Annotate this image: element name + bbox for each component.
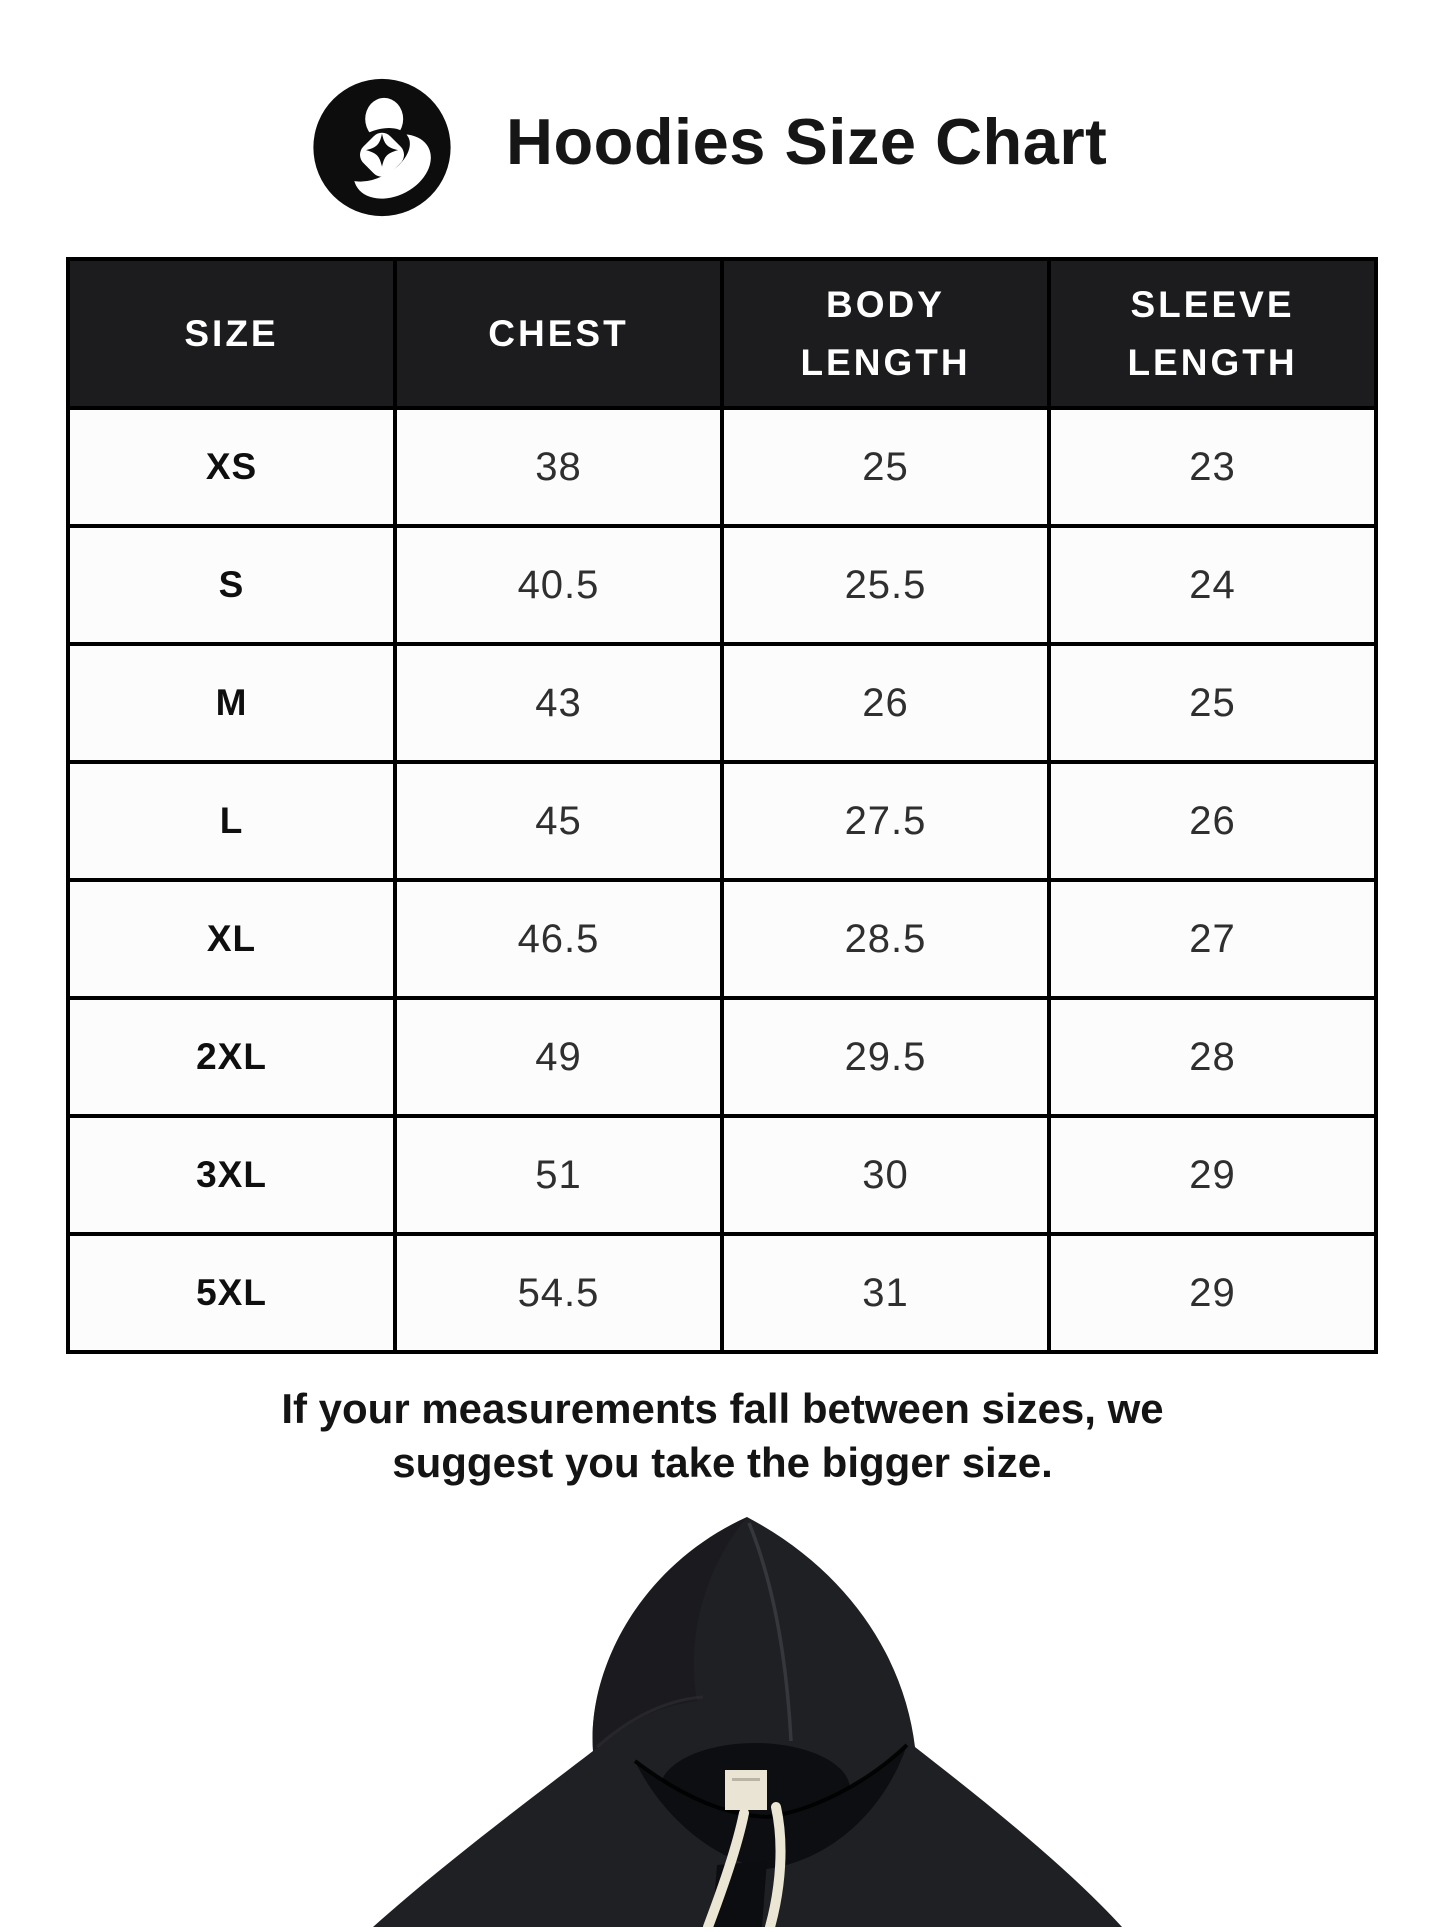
cell-chest: 54.5 xyxy=(395,1234,722,1352)
cell-body-length: 26 xyxy=(722,644,1049,762)
cell-chest: 51 xyxy=(395,1116,722,1234)
column-header-body-length: BODY LENGTH xyxy=(722,259,1049,408)
sizing-note xyxy=(0,1382,1445,1490)
cell-body-length: 27.5 xyxy=(722,762,1049,880)
mother-and-child-logo-icon xyxy=(309,74,455,221)
column-header-chest: CHEST xyxy=(395,259,722,408)
column-header-size: SIZE xyxy=(68,259,395,408)
cell-sleeve-length: 28 xyxy=(1049,998,1376,1116)
note-line-1: If your measurements fall between sizes, we xyxy=(281,1385,1164,1432)
table-row xyxy=(68,880,1376,998)
cell-sleeve-length: 26 xyxy=(1049,762,1376,880)
cell-sleeve-length: 24 xyxy=(1049,526,1376,644)
cell-size: S xyxy=(68,526,395,644)
cell-sleeve-length: 29 xyxy=(1049,1116,1376,1234)
cell-body-length: 28.5 xyxy=(722,880,1049,998)
table-row xyxy=(68,408,1376,526)
brand-logo xyxy=(309,74,455,221)
cell-body-length: 25.5 xyxy=(722,526,1049,644)
cell-body-length: 25 xyxy=(722,408,1049,526)
cell-sleeve-length: 27 xyxy=(1049,880,1376,998)
cell-chest: 38 xyxy=(395,408,722,526)
cell-body-length: 30 xyxy=(722,1116,1049,1234)
table-row xyxy=(68,762,1376,880)
cell-sleeve-length: 23 xyxy=(1049,408,1376,526)
cell-chest: 40.5 xyxy=(395,526,722,644)
cell-chest: 43 xyxy=(395,644,722,762)
cell-size: XL xyxy=(68,880,395,998)
cell-chest: 49 xyxy=(395,998,722,1116)
header-row xyxy=(68,259,1376,408)
neck-label xyxy=(725,1770,767,1810)
cell-size: L xyxy=(68,762,395,880)
cell-size: 5XL xyxy=(68,1234,395,1352)
page-title: Hoodies Size Chart xyxy=(506,105,1108,178)
note-line-2: suggest you take the bigger size. xyxy=(392,1438,1053,1486)
cell-size: 3XL xyxy=(68,1116,395,1234)
black-hoodie-illustration xyxy=(335,1515,1130,1927)
table-row xyxy=(68,526,1376,644)
table-row xyxy=(68,998,1376,1116)
cell-body-length: 31 xyxy=(722,1234,1049,1352)
size-chart-table xyxy=(66,257,1378,1354)
column-header-sleeve-length: SLEEVE LENGTH xyxy=(1049,259,1376,408)
hoodie-image xyxy=(335,1515,1130,1927)
cell-sleeve-length: 25 xyxy=(1049,644,1376,762)
table-row xyxy=(68,1116,1376,1234)
table-row xyxy=(68,644,1376,762)
cell-size: M xyxy=(68,644,395,762)
cell-chest: 45 xyxy=(395,762,722,880)
cell-sleeve-length: 29 xyxy=(1049,1234,1376,1352)
table-row xyxy=(68,1234,1376,1352)
cell-size: XS xyxy=(68,408,395,526)
cell-size: 2XL xyxy=(68,998,395,1116)
cell-body-length: 29.5 xyxy=(722,998,1049,1116)
cell-chest: 46.5 xyxy=(395,880,722,998)
table-header xyxy=(68,259,1376,408)
